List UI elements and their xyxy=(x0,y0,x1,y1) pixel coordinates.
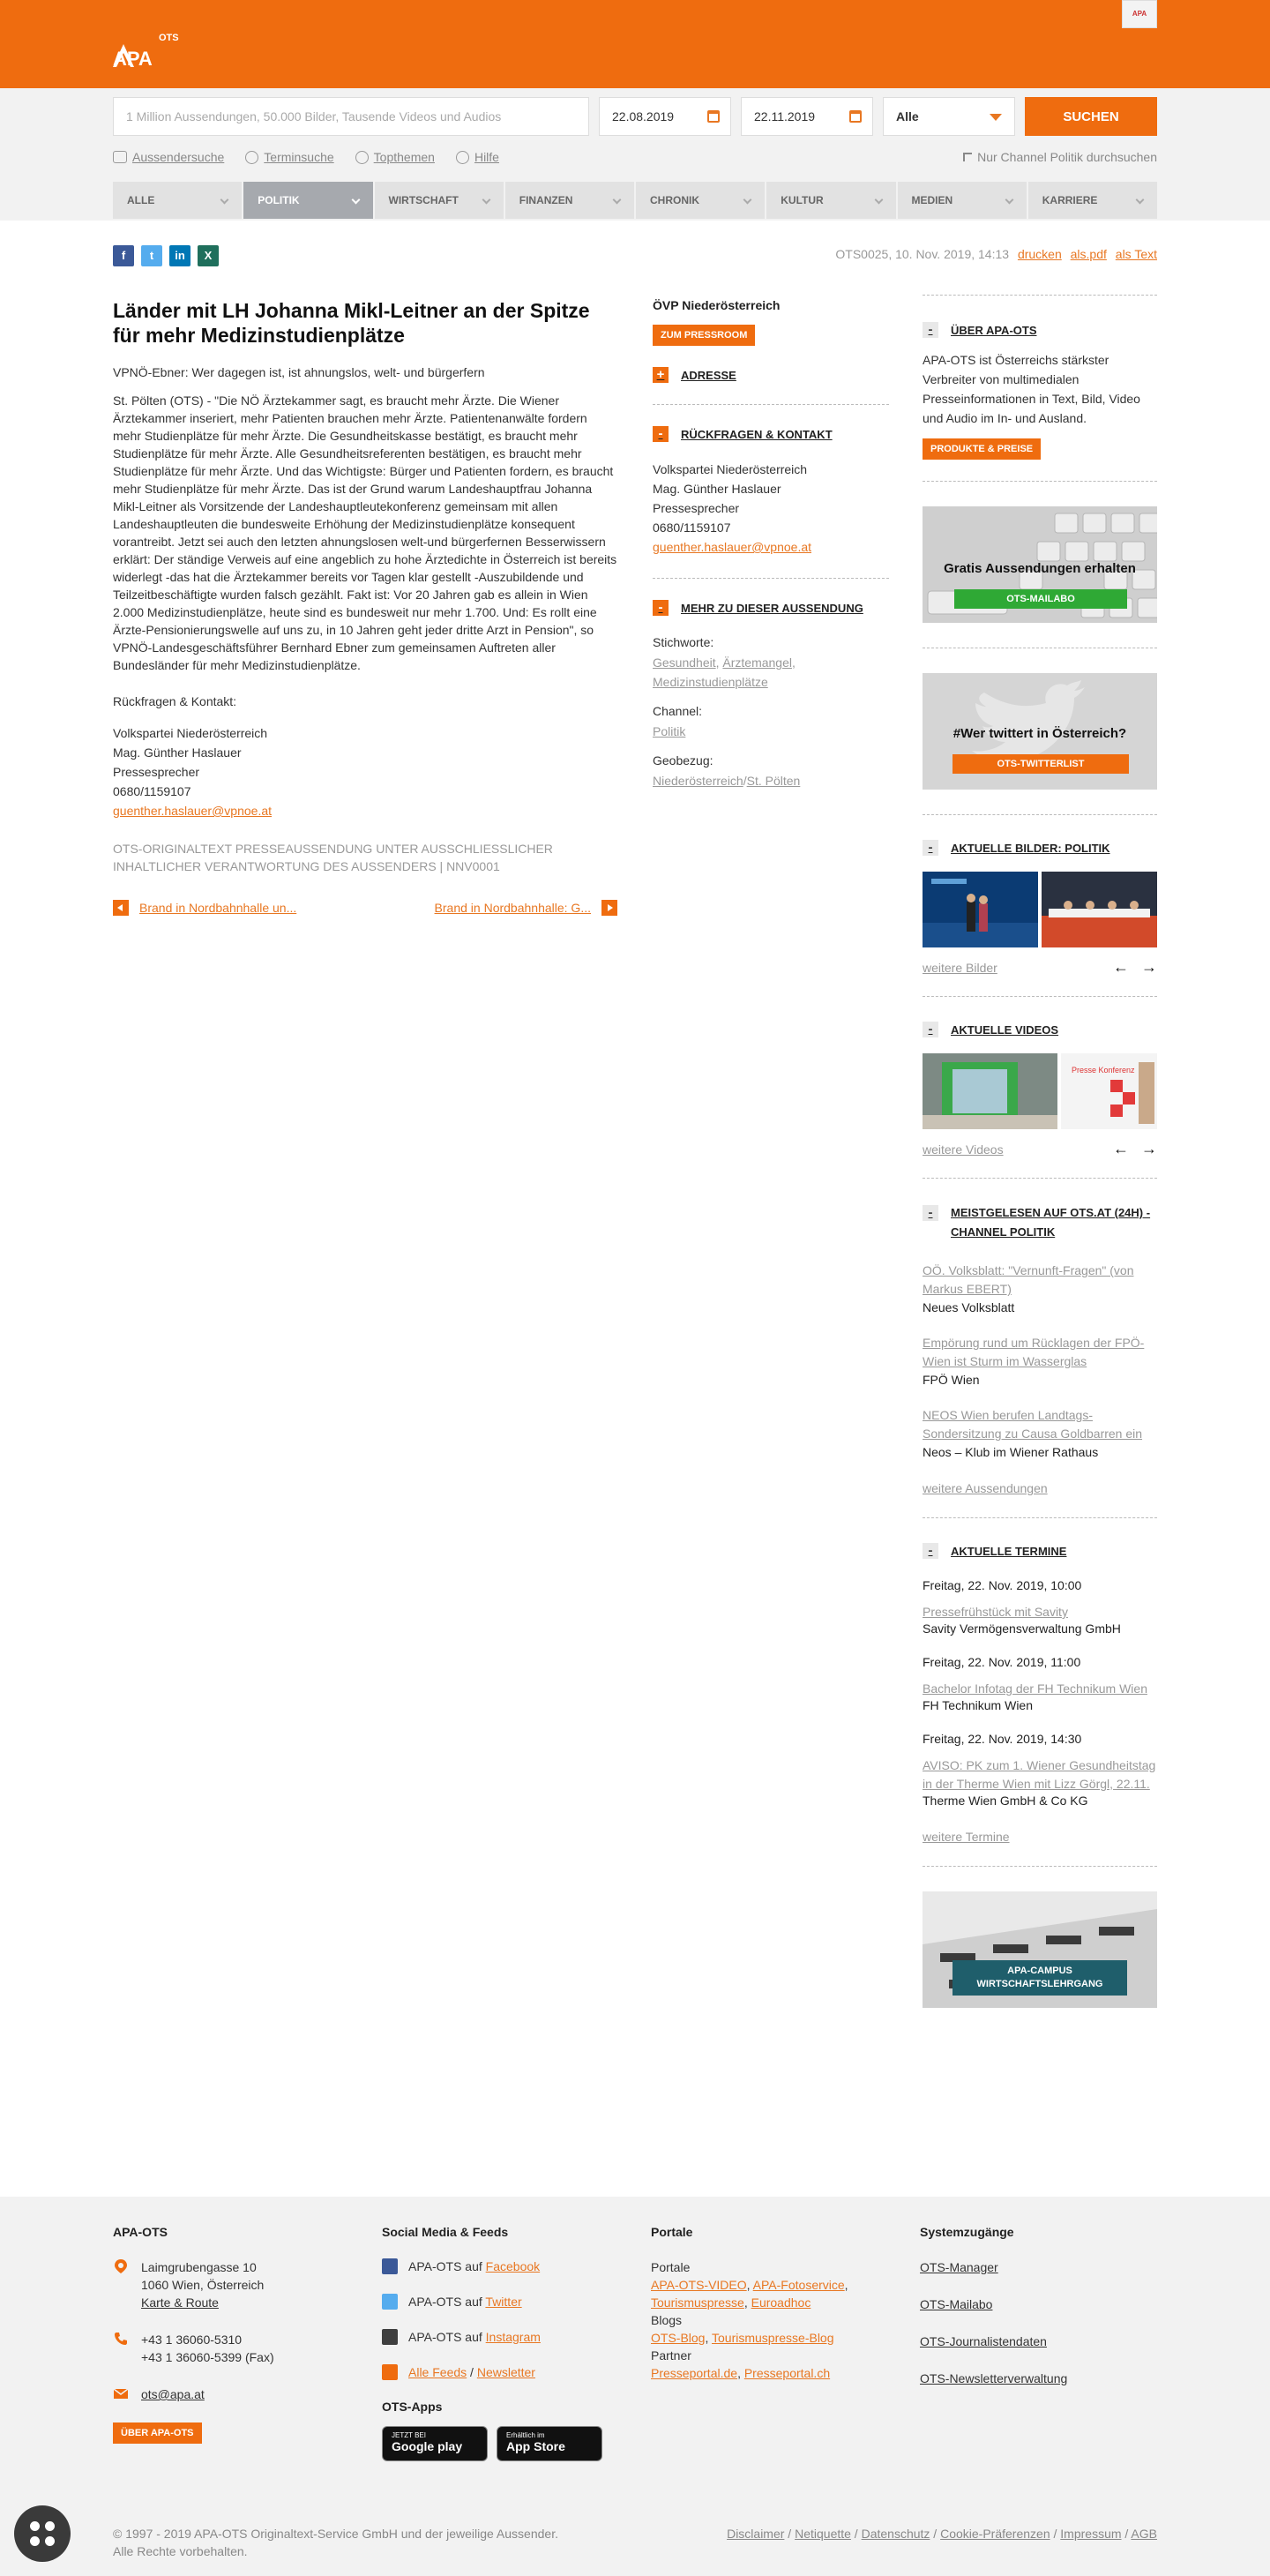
footer-system-heading: Systemzugänge xyxy=(920,2225,1014,2239)
portals-label: Portale xyxy=(651,2260,691,2274)
route-link[interactable]: Karte & Route xyxy=(141,2295,219,2310)
more-videos-link[interactable]: weitere Videos xyxy=(923,1142,1004,1157)
politik-image-2[interactable] xyxy=(1042,872,1157,947)
category-nav xyxy=(113,182,1157,219)
chevron-down-icon xyxy=(220,196,229,205)
arrow-right-icon[interactable]: → xyxy=(1141,958,1157,976)
keywords-label: Stichworte: xyxy=(653,635,714,649)
contact-org: Volkspartei Niederösterreich xyxy=(113,726,268,740)
facebook-icon[interactable]: f xyxy=(113,245,134,266)
chevron-down-icon xyxy=(482,196,490,205)
sender-info: ÖVP Niederösterreich ZUM PRESSROOM + ADRESSE - RÜCKFRAGEN & KONTAKT Volkspartei Niederösterreich Mag. Günther Haslauer Pressesprecher 0680/1159107 guenther.haslauer@vpnoe.at - MEHR ZU DIESER AUSSENDUNG Stichworte: Gesundheit, Ärztemangel, Medizinstudienplätze Channel: Politik Geobezug: Niederösterreich/St. Pölten xyxy=(653,298,889,790)
google-play-button[interactable]: JETZT BEI Google play xyxy=(382,2426,488,2461)
privacy-link[interactable]: Datenschutz xyxy=(861,2527,930,2541)
keyword-link[interactable]: Ärztemangel xyxy=(722,655,792,670)
geo-link[interactable]: St. Pölten xyxy=(746,774,801,788)
more-releases-link[interactable]: weitere Aussendungen xyxy=(923,1481,1048,1495)
building-icon xyxy=(113,151,127,163)
event-search-link[interactable]: Terminsuche xyxy=(245,150,333,164)
channel-only-checkbox[interactable]: Nur Channel Politik durchsuchen xyxy=(963,150,1157,164)
footer-instagram-link[interactable]: Instagram xyxy=(485,2330,541,2344)
footer-bottom: © 1997 - 2019 APA-OTS Originaltext-Service GmbH und der jeweilige Aussender. Alle Rechte vorbehalten. Disclaimer / Netiquette / Datenschutz / Cookie-Präferenzen / Impressum / AGB xyxy=(113,2527,1157,2558)
arrow-left-icon xyxy=(113,900,129,916)
portal-link[interactable]: Tourismuspresse xyxy=(651,2295,744,2310)
mid-contact-name: Mag. Günther Haslauer xyxy=(653,482,781,496)
popular-item[interactable]: Empörung rund um Rücklagen der FPÖ-Wien ist Sturm im Wasserglas FPÖ Wien xyxy=(923,1336,1145,1387)
contact-name: Mag. Günther Haslauer xyxy=(113,745,242,760)
search-button[interactable]: SUCHEN xyxy=(1025,97,1157,136)
ots-id: OTS0025, 10. Nov. 2019, 14:13 xyxy=(835,247,1010,261)
date-from-field[interactable] xyxy=(599,97,731,136)
footer-fax: +43 1 36060-5399 (Fax) xyxy=(141,2350,274,2364)
keyword-link[interactable]: Medizinstudienplätze xyxy=(653,675,768,689)
minus-icon: - xyxy=(923,322,938,338)
prev-release[interactable]: Brand in Nordbahnhalle un... xyxy=(113,900,296,916)
pressroom-button[interactable]: ZUM PRESSROOM xyxy=(653,325,755,346)
compass-icon xyxy=(355,151,369,164)
chevron-down-icon xyxy=(743,196,752,205)
date-to-value: 22.11.2019 xyxy=(754,109,816,124)
footer-city: 1060 Wien, Österreich xyxy=(141,2278,265,2292)
portal-link[interactable]: APA-OTS-VIDEO xyxy=(651,2278,747,2292)
event-item[interactable]: Freitag, 22. Nov. 2019, 11:00 Bachelor Infotag der FH Technikum Wien FH Technikum Wien xyxy=(923,1655,1147,1712)
about-text: APA-OTS ist Österreichs stärkster Verbreiter von multimedialen Presseinformationen in Text, Bild, Video und Audio im In- und Ausland. xyxy=(923,353,1140,425)
blog-link[interactable]: Tourismuspresse-Blog xyxy=(712,2331,834,2345)
footer-about-button[interactable]: ÜBER APA-OTS xyxy=(113,2422,202,2444)
contact-email-link[interactable]: guenther.haslauer@vpnoe.at xyxy=(113,804,273,818)
copyright: © 1997 - 2019 APA-OTS Originaltext-Service GmbH und der jeweilige Aussender. xyxy=(113,2527,558,2541)
politik-image-1[interactable] xyxy=(923,872,1038,947)
nav-tab-wirtschaft[interactable]: WIRTSCHAFT xyxy=(375,182,504,219)
popular-toggle[interactable]: - MEISTGELESEN AUF OTS.AT (24H) - CHANNEL POLITIK xyxy=(923,1203,1157,1242)
nav-tab-chronik[interactable]: CHRONIK xyxy=(636,182,765,219)
nav-tab-finanzen[interactable]: FINANZEN xyxy=(505,182,634,219)
mid-contact-role: Pressesprecher xyxy=(653,501,740,515)
twitter-icon xyxy=(382,2294,398,2310)
mail-icon xyxy=(113,2385,129,2401)
more-toggle[interactable]: - MEHR ZU DIESER AUSSENDUNG xyxy=(653,600,889,616)
footer-social-heading: Social Media & Feeds xyxy=(382,2225,509,2239)
netiquette-link[interactable]: Netiquette xyxy=(795,2527,851,2541)
arrow-right-icon[interactable]: → xyxy=(1141,1140,1157,1157)
footer-facebook-link[interactable]: Facebook xyxy=(485,2259,541,2273)
prev-next-nav xyxy=(113,900,617,916)
scope-select[interactable] xyxy=(883,97,1015,136)
journalist-data-link[interactable]: OTS-Journalistendaten xyxy=(920,2334,1047,2348)
chevron-down-icon xyxy=(613,196,622,205)
minus-icon: - xyxy=(653,600,669,616)
geo-label: Geobezug: xyxy=(653,753,713,768)
text-link[interactable]: als Text xyxy=(1115,247,1157,261)
channel-label: Channel: xyxy=(653,704,703,718)
minus-icon: - xyxy=(923,1205,938,1221)
footer-apa-heading: APA-OTS xyxy=(113,2225,168,2239)
mailabo-title: Gratis Aussendungen erhalten xyxy=(944,561,1136,576)
chevron-down-icon xyxy=(1136,196,1145,205)
event-item[interactable]: Freitag, 22. Nov. 2019, 10:00 Pressefrühstück mit Savity Savity Vermögensverwaltung GmbH xyxy=(923,1578,1121,1636)
twitterlist-button[interactable]: OTS-TWITTERLIST xyxy=(952,754,1129,774)
phone-icon xyxy=(113,2331,129,2347)
apa-ots-logo[interactable] xyxy=(113,28,185,67)
twitterlist-promo[interactable] xyxy=(923,673,1157,790)
search-area xyxy=(0,88,1270,221)
nav-tab-alle[interactable]: ALLE xyxy=(113,182,242,219)
calendar-icon[interactable] xyxy=(849,110,862,123)
apa-badge[interactable]: APA xyxy=(1122,0,1157,28)
mid-contact-email-link[interactable]: guenther.haslauer@vpnoe.at xyxy=(653,540,812,554)
footer-phone: +43 1 36060-5310 xyxy=(141,2333,243,2347)
arrow-left-icon[interactable]: ← xyxy=(1113,1140,1129,1157)
article-body: St. Pölten (OTS) - "Die NÖ Ärztekammer sagt, es braucht mehr Ärzte. Die Wiener Ärztekammer inseriert, mehr Patienten brauchen mehr Ärzte. Patientenanwälte fordern mehr Studienplätze für mehr Ärzte. Die Gesundheitskasse bestätigt, es braucht mehr Studienplätze für mehr Ärzte. Alle Gesundheitsreferenten bestätigen, es braucht mehr Studienplätze für mehr Ärzte. Und das Wichtigste: Bürger und Patienten fordern, es braucht mehr Studienplätze für mehr Ärzte. Das ist der Grund warum Landeshauptfrau Johanna Mikl-Leitner als Vorsitzende der Landeshauptleutekonferenz gemeinsam mit allen Landeshauptleuten die bundesweite Erhöhung der Medizinstudienplätze konsequent vorantreibt. Jetzt sei auch den letzten ahnungslosen welt-und bürgerfernen Besserwissern erklärt: Der ständige Verweis auf eine angeblich zu hohe Ärztedichte in Österreich ist bereits widerlegt -das hat die Ärztekammer bereits vor Tagen klar gestellt -Auszubildende und Teilzeitbeschäftigte wurden falsch gezählt. Fakt ist: Vor 20 Jahren gab es allein in Wien 2.000 Medizinstudienplätze, heute sind es bundesweit nur mehr 1.700. Und: Es rollt eine Ärzte-Pensionierungswelle auf uns zu, in 10 Jahren geht jeder dritte Arzt in Pension", so VPNÖ-Landesgeschäftsführer Bernhard Ebner zum gemeinsamen Auftreten aller Bundesländer für mehr Medizinstudienplätze. xyxy=(113,393,617,672)
svg-text:Presse Konferenz: Presse Konferenz xyxy=(1072,1066,1135,1075)
footer-system xyxy=(920,2225,1157,2387)
mid-contact-org: Volkspartei Niederösterreich xyxy=(653,462,808,476)
linkedin-icon[interactable]: in xyxy=(169,245,190,266)
nav-tab-karriere[interactable]: KARRIERE xyxy=(1028,182,1157,219)
campus-promo[interactable] xyxy=(923,1891,1157,2008)
cookie-link[interactable]: Cookie-Präferenzen xyxy=(940,2527,1050,2541)
scope-value: Alle xyxy=(896,109,919,124)
footer-social: Social Media & Feeds APA-OTS auf Facebook APA-OTS auf Twitter APA-OTS auf Instagram Alle Feeds / Newsletter OTS-Apps JETZT BEI Google play Erhältlich im App Store xyxy=(382,2225,611,2461)
ots-disclaimer: OTS-ORIGINALTEXT PRESSEAUSSENDUNG UNTER AUSSCHLIESSLICHER INHALTLICHER VERANTWORTUNG DES AUSSENDERS | NNV0001 xyxy=(113,842,553,873)
portal-link[interactable]: Euroadhoc xyxy=(751,2295,811,2310)
date-from-value: 22.08.2019 xyxy=(612,109,675,124)
map-pin-icon xyxy=(113,2258,129,2274)
info-icon xyxy=(456,151,469,164)
chevron-down-icon xyxy=(1005,196,1013,205)
release-meta xyxy=(835,247,1157,261)
more-events-link[interactable]: weitere Termine xyxy=(923,1830,1010,1844)
video-thumbnails xyxy=(923,1053,1157,1129)
more-images-link[interactable]: weitere Bilder xyxy=(923,960,997,975)
facebook-icon xyxy=(382,2258,398,2274)
geo-link[interactable]: Niederösterreich xyxy=(653,774,743,788)
blog-link[interactable]: OTS-Blog xyxy=(651,2331,706,2345)
calendar-icon[interactable] xyxy=(707,110,720,123)
event-item[interactable]: Freitag, 22. Nov. 2019, 14:30 AVISO: PK zum 1. Wiener Gesundheitstag in der Therme Wien mit Lizz Görgl, 22.11. Therme Wien GmbH & Co KG xyxy=(923,1732,1156,1808)
footer-portals: Portale Portale APA-OTS-VIDEO, APA-Fotoservice, Tourismuspresse, Euroadhoc Blogs OTS-Blog, Tourismuspresse-Blog Partner Presseportal.de, Presseportal.ch xyxy=(651,2225,880,2382)
videos-toggle[interactable]: - AKTUELLE VIDEOS xyxy=(923,1022,1157,1037)
mid-contact-phone: 0680/1159107 xyxy=(653,520,731,535)
plus-icon: + xyxy=(653,367,669,383)
video-thumb-1[interactable] xyxy=(923,1053,1057,1129)
footer-email-link[interactable]: ots@apa.at xyxy=(141,2387,205,2401)
minus-icon: - xyxy=(923,1022,938,1037)
contact-heading: Rückfragen & Kontakt: xyxy=(113,694,237,708)
chevron-down-icon xyxy=(351,196,360,205)
main-content xyxy=(0,221,1270,2197)
partner-label: Partner xyxy=(651,2348,691,2363)
partner-link[interactable]: Presseportal.ch xyxy=(743,2366,831,2380)
minus-icon: - xyxy=(923,840,938,856)
terms-link[interactable]: AGB xyxy=(1131,2527,1157,2541)
dot-icon xyxy=(45,2521,55,2531)
rss-icon xyxy=(382,2364,398,2380)
popular-item[interactable]: OÖ. Volksblatt: "Vernunft-Fragen" (von Markus EBERT) Neues Volksblatt xyxy=(923,1263,1134,1314)
article xyxy=(113,298,617,916)
contact-toggle[interactable]: - RÜCKFRAGEN & KONTAKT xyxy=(653,426,889,442)
dot-icon xyxy=(30,2536,40,2546)
ots-manager-link[interactable]: OTS-Manager xyxy=(920,2260,998,2274)
help-link[interactable]: Hilfe xyxy=(456,150,499,164)
sidebar xyxy=(923,295,1157,2008)
footer-contact xyxy=(113,2225,342,2444)
print-link[interactable]: drucken xyxy=(1017,247,1062,261)
imprint-link[interactable]: Impressum xyxy=(1060,2527,1122,2541)
dot-icon xyxy=(45,2536,55,2546)
keywords: Gesundheit, Ärztemangel, Medizinstudienplätze xyxy=(653,655,796,689)
portal-link[interactable]: APA-Fotoservice xyxy=(752,2278,845,2292)
instagram-icon xyxy=(382,2329,398,2345)
check-icon xyxy=(963,153,972,161)
share-buttons xyxy=(113,245,219,266)
dot-icon xyxy=(30,2521,40,2531)
footer-twitter-link[interactable]: Twitter xyxy=(485,2295,522,2309)
arrow-right-icon xyxy=(601,900,617,916)
ots-mailabo-link[interactable]: OTS-Mailabo xyxy=(920,2297,993,2311)
video-thumb-2[interactable] xyxy=(1061,1053,1157,1129)
keyword-link[interactable]: Gesundheit xyxy=(653,655,716,670)
disclaimer-link[interactable]: Disclaimer xyxy=(727,2527,785,2541)
app-store-button[interactable]: Erhältlich im App Store xyxy=(497,2426,602,2461)
nav-tab-kultur[interactable]: KULTUR xyxy=(766,182,895,219)
top-topics-link[interactable]: Topthemen xyxy=(355,150,435,164)
apps-heading: OTS-Apps xyxy=(382,2400,443,2414)
footer xyxy=(0,2197,1270,2576)
search-input[interactable] xyxy=(113,97,589,136)
arrow-left-icon[interactable]: ← xyxy=(1113,958,1129,976)
date-to-field[interactable] xyxy=(741,97,873,136)
sender-name: ÖVP Niederösterreich xyxy=(653,298,781,312)
mailabo-button[interactable]: OTS-MAILABO xyxy=(954,589,1127,609)
header-bar xyxy=(0,0,1270,88)
xing-icon[interactable]: X xyxy=(198,245,219,266)
twitter-icon[interactable]: t xyxy=(141,245,162,266)
channel-link[interactable]: Politik xyxy=(653,724,686,738)
cookie-settings-button[interactable] xyxy=(14,2505,71,2562)
newsletter-link[interactable]: Newsletter xyxy=(476,2365,535,2379)
mailabo-promo[interactable] xyxy=(923,506,1157,623)
footer-portals-heading: Portale xyxy=(651,2225,693,2239)
footer-street: Laimgrubengasse 10 xyxy=(141,2260,257,2274)
chevron-down-icon xyxy=(874,196,883,205)
images-toggle[interactable]: - AKTUELLE BILDER: POLITIK xyxy=(923,840,1157,856)
partner-link[interactable]: Presseportal.de xyxy=(651,2366,738,2380)
article-lead: VPNÖ-Ebner: Wer dagegen ist, ist ahnungslos, welt- und bürgerfern xyxy=(113,365,485,379)
image-thumbnails xyxy=(923,872,1157,947)
nav-tab-medien[interactable]: MEDIEN xyxy=(898,182,1027,219)
svg-text:APA: APA xyxy=(113,48,153,67)
pdf-link[interactable]: als.pdf xyxy=(1070,247,1107,261)
article-title: Länder mit LH Johanna Mikl-Leitner an der Spitze für mehr Medizinstudienplätze xyxy=(113,299,590,347)
about-toggle[interactable]: - ÜBER APA-OTS xyxy=(923,322,1157,338)
twitterlist-title: #Wer twittert in Österreich? xyxy=(952,726,1127,741)
minus-icon: - xyxy=(653,426,669,442)
blogs-label: Blogs xyxy=(651,2313,683,2327)
sender-search-link[interactable]: Aussendersuche xyxy=(113,150,224,164)
minus-icon: - xyxy=(923,1543,938,1559)
next-release[interactable]: Brand in Nordbahnhalle: G... xyxy=(435,900,617,916)
svg-text:OTS: OTS xyxy=(159,33,179,43)
events-toggle[interactable]: - AKTUELLE TERMINE xyxy=(923,1543,1157,1559)
contact-phone: 0680/1159107 xyxy=(113,784,191,798)
all-feeds-link[interactable]: Alle Feeds xyxy=(408,2365,467,2379)
newsletter-admin-link[interactable]: OTS-Newsletterverwaltung xyxy=(920,2371,1068,2385)
campus-label: APA-CAMPUS WIRTSCHAFTSLEHRGANG xyxy=(952,1960,1127,1996)
popular-item[interactable]: NEOS Wien berufen Landtags-Sondersitzung zu Causa Goldbarren ein Neos – Klub im Wiener Rathaus xyxy=(923,1408,1143,1459)
nav-tab-politik[interactable]: POLITIK xyxy=(243,182,372,219)
clock-icon xyxy=(245,151,258,164)
contact-role: Pressesprecher xyxy=(113,765,200,779)
address-toggle[interactable]: + ADRESSE xyxy=(653,367,889,383)
chevron-down-icon xyxy=(990,114,1002,121)
rights: Alle Rechte vorbehalten. xyxy=(113,2544,248,2558)
products-button[interactable]: PRODUKTE & PREISE xyxy=(923,438,1041,460)
